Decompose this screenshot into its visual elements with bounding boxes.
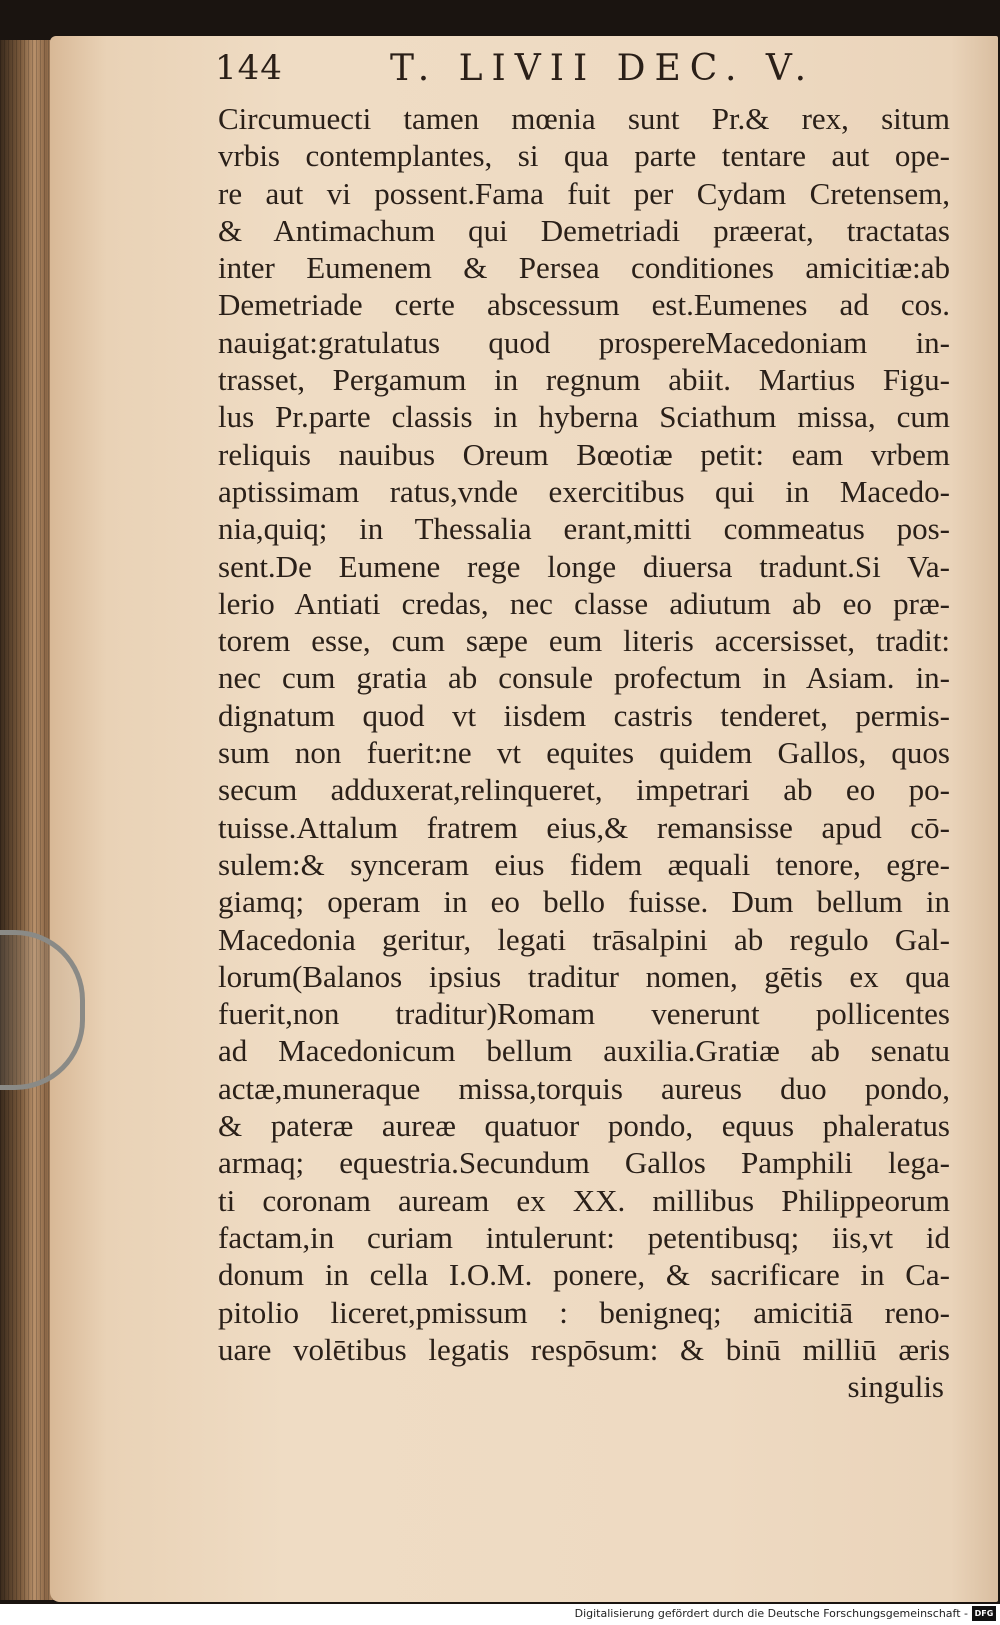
page-header (215, 48, 915, 96)
text-line: sent.De Eumene rege longe diuersa tradunt.Si Va- (218, 548, 950, 584)
text-line: ad Macedonicum bellum auxilia.Gratiæ ab senatu (218, 1033, 950, 1069)
text-line: armaq; equestria.Secundum Gallos Pamphili lega- (218, 1145, 950, 1181)
text-line: uare volētibus legatis respōsum: & binū milliū æris (218, 1331, 950, 1367)
text-line: dignatum quod vt iisdem castris tenderet, permis- (218, 697, 950, 733)
body-text (218, 100, 950, 1405)
text-line: reliquis nauibus Oreum Bœotiæ petit: eam vrbem (218, 436, 950, 472)
text-line: Circumuecti tamen mœnia sunt Pr.& rex, situm (218, 101, 950, 136)
footer-bar (0, 1604, 1000, 1625)
text-line: factam,in curiam intulerunt: petentibusq; iis,vt id (218, 1219, 950, 1255)
text-line: lus Pr.parte classis in hyberna Sciathum missa, cum (218, 399, 950, 435)
text-line: sulem:& synceram eius fidem æquali tenore, egre- (218, 846, 950, 882)
text-line: ti coronam auream ex XX. millibus Philippeorum (218, 1182, 950, 1218)
text-line: giamq; operam in eo bello fuisse. Dum bellum in (218, 884, 950, 920)
text-line: tuisse.Attalum fratrem eius,& remansisse apud cō- (218, 809, 950, 845)
text-line: nia,quiq; in Thessalia erant,mitti commeatus pos- (218, 511, 950, 547)
text-line: re aut vi possent.Fama fuit per Cydam Cretensem, (218, 175, 950, 211)
catchword: singulis (847, 1369, 944, 1405)
text-line: & pateræ aureæ quatuor pondo, equus phaleratus (218, 1108, 950, 1144)
text-line: inter Eumenem & Persea conditiones amicitiæ:ab (218, 250, 950, 286)
dfg-logo: DFG (972, 1606, 996, 1621)
running-head: T. LIVII DEC. V. (390, 48, 816, 89)
text-line: actæ,muneraque missa,torquis aureus duo pondo, (218, 1070, 950, 1106)
text-line: pitolio liceret,pmissum : benigneq; amicitiā reno- (218, 1294, 950, 1330)
text-line: vrbis contemplantes, si qua parte tentare aut ope- (218, 138, 950, 174)
text-line: nauigat:gratulatus quod prospereMacedoniam in- (218, 324, 950, 360)
text-line: donum in cella I.O.M. ponere, & sacrificare in Ca- (218, 1257, 950, 1293)
text-line: secum adduxerat,relinqueret, impetrari ab eo po- (218, 772, 950, 808)
text-line: Macedonia geritur, legati trāsalpini ab regulo Gal- (218, 921, 950, 957)
text-line: torem esse, cum sæpe eum literis accersisset, tradit: (218, 623, 950, 659)
text-line: nec cum gratia ab consule profectum in Asiam. in- (218, 660, 950, 696)
page-number: 144 (215, 48, 283, 88)
text-line: sum non fuerit:ne vt equites quidem Gallos, quos (218, 735, 950, 771)
text-line: Demetriade certe abscessum est.Eumenes ad cos. (218, 287, 950, 323)
text-line: lerio Antiati credas, nec classe adiutum ab eo præ- (218, 585, 950, 621)
text-line: & Antimachum qui Demetriadi præerat, tractatas (218, 212, 950, 248)
text-line: fuerit,non traditur)Romam venerunt pollicentes (218, 996, 950, 1032)
text-line: lorum(Balanos ipsius traditur nomen, gētis ex qua (218, 958, 950, 994)
footer-credit: Digitalisierung gefördert durch die Deutsche Forschungsgemeinschaft - (574, 1607, 968, 1620)
text-line: aptissimam ratus,vnde exercitibus qui in Macedo- (218, 473, 950, 509)
text-line: trasset, Pergamum in regnum abiit. Martius Figu- (218, 362, 950, 398)
